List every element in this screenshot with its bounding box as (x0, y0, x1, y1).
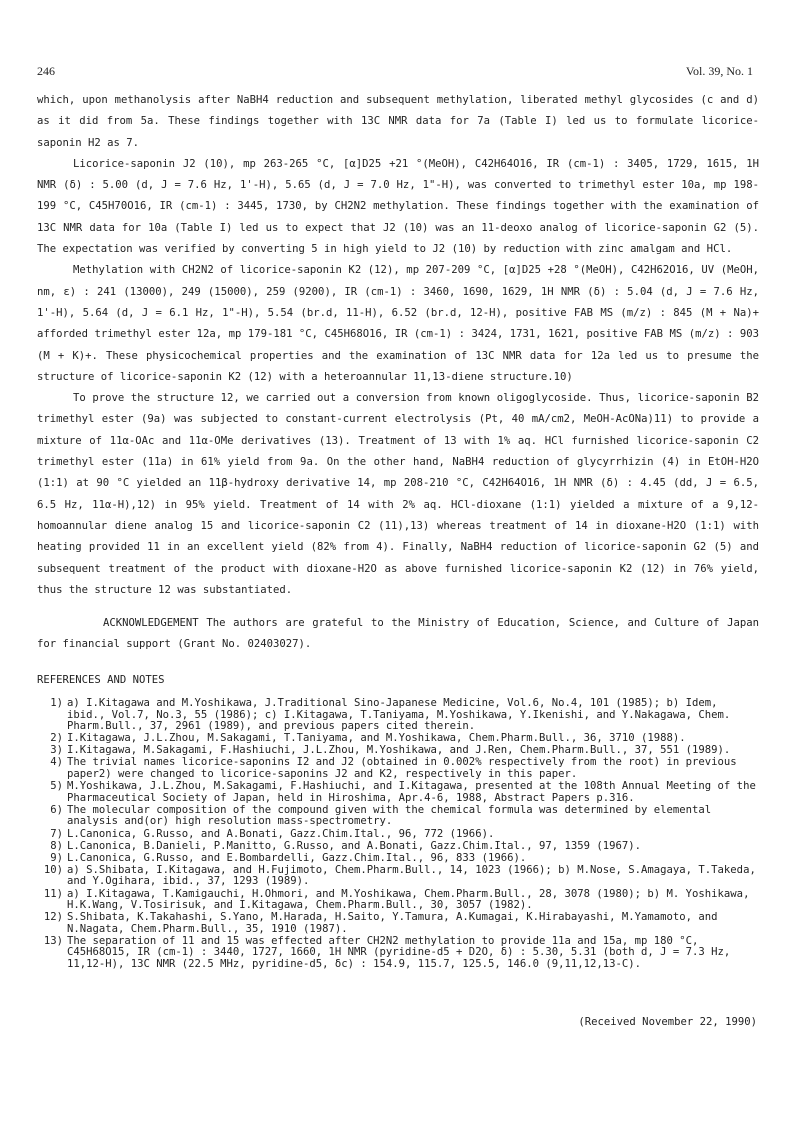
references-list (37, 698, 759, 971)
reference-text: I.Kitagawa, J.L.Zhou, M.Sakagami, T.Taniyama, and M.Yoshikawa, Chem.Pharm.Bull., 36, 3710 (1988). (67, 732, 686, 745)
reference-number: 12) (43, 911, 63, 924)
journal-volume: Vol. 39, No. 1 (685, 64, 753, 78)
reference-text: L.Canonica, B.Danieli, P.Manitto, G.Russo, and A.Bonati, Gazz.Chim.Ital., 97, 1359 (1967). (67, 839, 642, 852)
paragraph-licorice-saponin-j2: Licorice-saponin J2 (10), mp 263-265 °C, [α]D25 +21 °(MeOH), C42H64O16, IR (cm-1) : 3405, 1729, 1615, 1H NMR (δ) : 5.00 (d, J = 7.6 Hz, 1'-H), 5.65 (d, J = 7.0 Hz, 1"-H), was converted to trimethyl ester 10a, mp 198-199 °C, C45H70O16, IR (cm-1) : 3445, 1730, by CH2N2 methylation. These findings together with the examination of 13C NMR data for 10a (Table I) led us to expect that J2 (10) was an 11-deoxo analog of licorice-saponin G2 (5). The expectation was verified by converting 5 in high yield to J2 (10) by reduction with zinc amalgam and HCl. (37, 157, 759, 256)
reference-text: The molecular composition of the compound given with the chemical formula was determined by elemental analysis and(or) high resolution mass-spectrometry. (67, 803, 712, 828)
reference-item (37, 781, 759, 804)
reference-number: 3) (50, 744, 63, 757)
reference-number: 6) (50, 803, 63, 816)
article-body (37, 90, 759, 971)
reference-number: 11) (43, 887, 63, 900)
paragraph-licorice-saponin-k2: Methylation with CH2N2 of licorice-saponin K2 (12), mp 207-209 °C, [α]D25 +28 °(MeOH), C42H62O16, UV (MeOH, nm, ε) : 241 (13000), 249 (15000), 259 (9200), IR (cm-1) : 3460, 1690, 1629, 1H NMR (δ) : 5.04 (d, J = 7.6 Hz, 1'-H), 5.64 (d, J = 6.1 Hz, 1"-H), 5.54 (br.d, 11-H), 6.52 (br.d, 12-H), positive FAB MS (m/z) : 845 (M + Na)+ afforded trimethyl ester 12a, mp 179-181 °C, C45H68O16, IR (cm-1) : 3424, 1731, 1621, positive FAB MS (m/z) : 903 (M + K)+. These physicochemical properties and the examination of 13C NMR data for 12a led us to presume the structure of licorice-saponin K2 (12) with a heteroannular 11,13-diene structure.10) (37, 264, 759, 383)
reference-text: M.Yoshikawa, J.L.Zhou, M.Sakagami, F.Hashiuchi, and I.Kitagawa, presented at the 108th Annual Meeting of the Pharmaceutical Society of Japan, held in Hiroshima, Apr.4-6, 1988, Abstract Papers p.316. (67, 780, 756, 804)
reference-item (37, 745, 759, 757)
acknowledgement: ACKNOWLEDGEMENT The authors are grateful to the Ministry of Education, Science, and Culture of Japan for financial support (Grant No. 02403027). (37, 617, 759, 651)
received-date: (Received November 22, 1990) (578, 1016, 757, 1028)
reference-item (37, 698, 759, 733)
reference-number: 10) (43, 863, 63, 876)
reference-item (37, 841, 759, 853)
reference-text: L.Canonica, G.Russo, and E.Bombardelli, Gazz.Chim.Ital., 96, 833 (1966). (67, 851, 527, 864)
reference-number: 7) (50, 827, 63, 840)
reference-number: 5) (50, 780, 63, 793)
reference-item (37, 889, 759, 912)
reference-item (37, 829, 759, 841)
reference-number: 1) (50, 697, 63, 710)
reference-item (37, 853, 759, 865)
paragraph-structure-proof: To prove the structure 12, we carried out a conversion from known oligoglycoside. Thus, licorice-saponin B2 trimethyl ester (9a) was subjected to constant-current electrolysis (Pt, 40 mA/cm2, MeOH-AcONa)11) to provide a mixture of 11α-OAc and 11α-OMe derivatives (13). Treatment of 13 with 1% aq. HCl furnished licorice-saponin C2 trimethyl ester (11a) in 61% yield from 9a. On the other hand, NaBH4 reduction of glycyrrhizin (4) in EtOH-H2O (1:1) at 90 °C yielded an 11β-hydroxy derivative 14, mp 208-210 °C, C42H64O16, 1H NMR (δ) : 4.45 (dd, J = 6.5, 6.5 Hz, 11α-H),12) in 95% yield. Treatment of 14 with 2% aq. HCl-dioxane (1:1) yielded a mixture of a 9,12-homoannular diene analog 15 and licorice-saponin C2 (11),13) whereas treatment of 14 in dioxane-H2O (1:1) with heating provided 11 in an excellent yield (82% from 4). Finally, NaBH4 reduction of licorice-saponin G2 (5) and subsequent treatment of the product with dioxane-H2O as above furnished licorice-saponin K2 (12) in 76% yield, thus the structure 12 was substantiated. (37, 392, 759, 596)
reference-item (37, 733, 759, 745)
reference-text: a) I.Kitagawa, T.Kamigauchi, H.Ohmori, and M.Yoshikawa, Chem.Pharm.Bull., 28, 3078 (1980); b) M. Yoshikawa, H.K.Wang, V.Tosirisuk, and I.Kitagawa, Chem.Pharm.Bull., 30, 3057 (1982). (67, 887, 750, 912)
reference-text: a) I.Kitagawa and M.Yoshikawa, J.Traditional Sino-Japanese Medicine, Vol.6, No.4, 101 (1985); b) Idem, ibid., Vol.7, No.3, 55 (1986); c) I.Kitagawa, T.Taniyama, M.Yoshikawa, Y.Ikenishi, and Y.Nakagawa, Chem. Pharm.Bull., 37, 2961 (1989), and previous papers cited therein. (67, 697, 731, 733)
reference-number: 4) (50, 756, 63, 769)
page-number: 246 (37, 64, 55, 78)
reference-text: S.Shibata, K.Takahashi, S.Yano, M.Harada, H.Saito, Y.Tamura, A.Kumagai, K.Hirabayashi, M.Yamamoto, and N.Nagata, Chem.Pharm.Bull., 35, 1910 (1987). (67, 911, 718, 935)
reference-number: 2) (50, 732, 63, 745)
paragraph-continuation: which, upon methanolysis after NaBH4 reduction and subsequent methylation, liberated methyl glycosides (c and d) as it did from 5a. These findings together with 13C NMR data for 7a (Table I) led us to formulate licorice-saponin H2 as 7. (37, 94, 759, 149)
reference-text: I.Kitagawa, M.Sakagami, F.Hashiuchi, J.L.Zhou, M.Yoshikawa, and J.Ren, Chem.Pharm.Bull., 37, 551 (1989). (67, 744, 731, 757)
reference-number: 9) (50, 851, 63, 864)
reference-item (37, 805, 759, 828)
reference-number: 8) (50, 839, 63, 852)
reference-text: The separation of 11 and 15 was effected after CH2N2 methylation to provide 11a and 15a, mp 180 °C, C45H68O15, IR (cm-1) : 3440, 1727, 1660, 1H NMR (pyridine-d5 + D2O, δ) : 5.30, 5.31 (both d, J = 7.3 Hz, 11,12-H), 13C NMR (22.5 MHz, pyridine-d5, δc) : 154.9, 115.7, 125.5, 146.0 (9,11,12,13-C). (67, 934, 731, 971)
references-heading: REFERENCES AND NOTES (37, 673, 165, 686)
reference-text: The trivial names licorice-saponins I2 and J2 (obtained in 0.002% respectively from the root) in previous paper2) were changed to licorice-saponins J2 and K2, respectively in this paper. (67, 756, 737, 781)
reference-text: L.Canonica, G.Russo, and A.Bonati, Gazz.Chim.Ital., 96, 772 (1966). (67, 827, 495, 840)
reference-text: a) S.Shibata, I.Kitagawa, and H.Fujimoto, Chem.Pharm.Bull., 14, 1023 (1966); b) M.Nose, S.Amagaya, T.Takeda, and Y.Ogihara, ibid., 37, 1293 (1989). (67, 863, 756, 888)
reference-item (37, 936, 759, 971)
reference-item (37, 912, 759, 935)
reference-item (37, 757, 759, 780)
reference-item (37, 865, 759, 888)
reference-number: 13) (43, 934, 63, 947)
